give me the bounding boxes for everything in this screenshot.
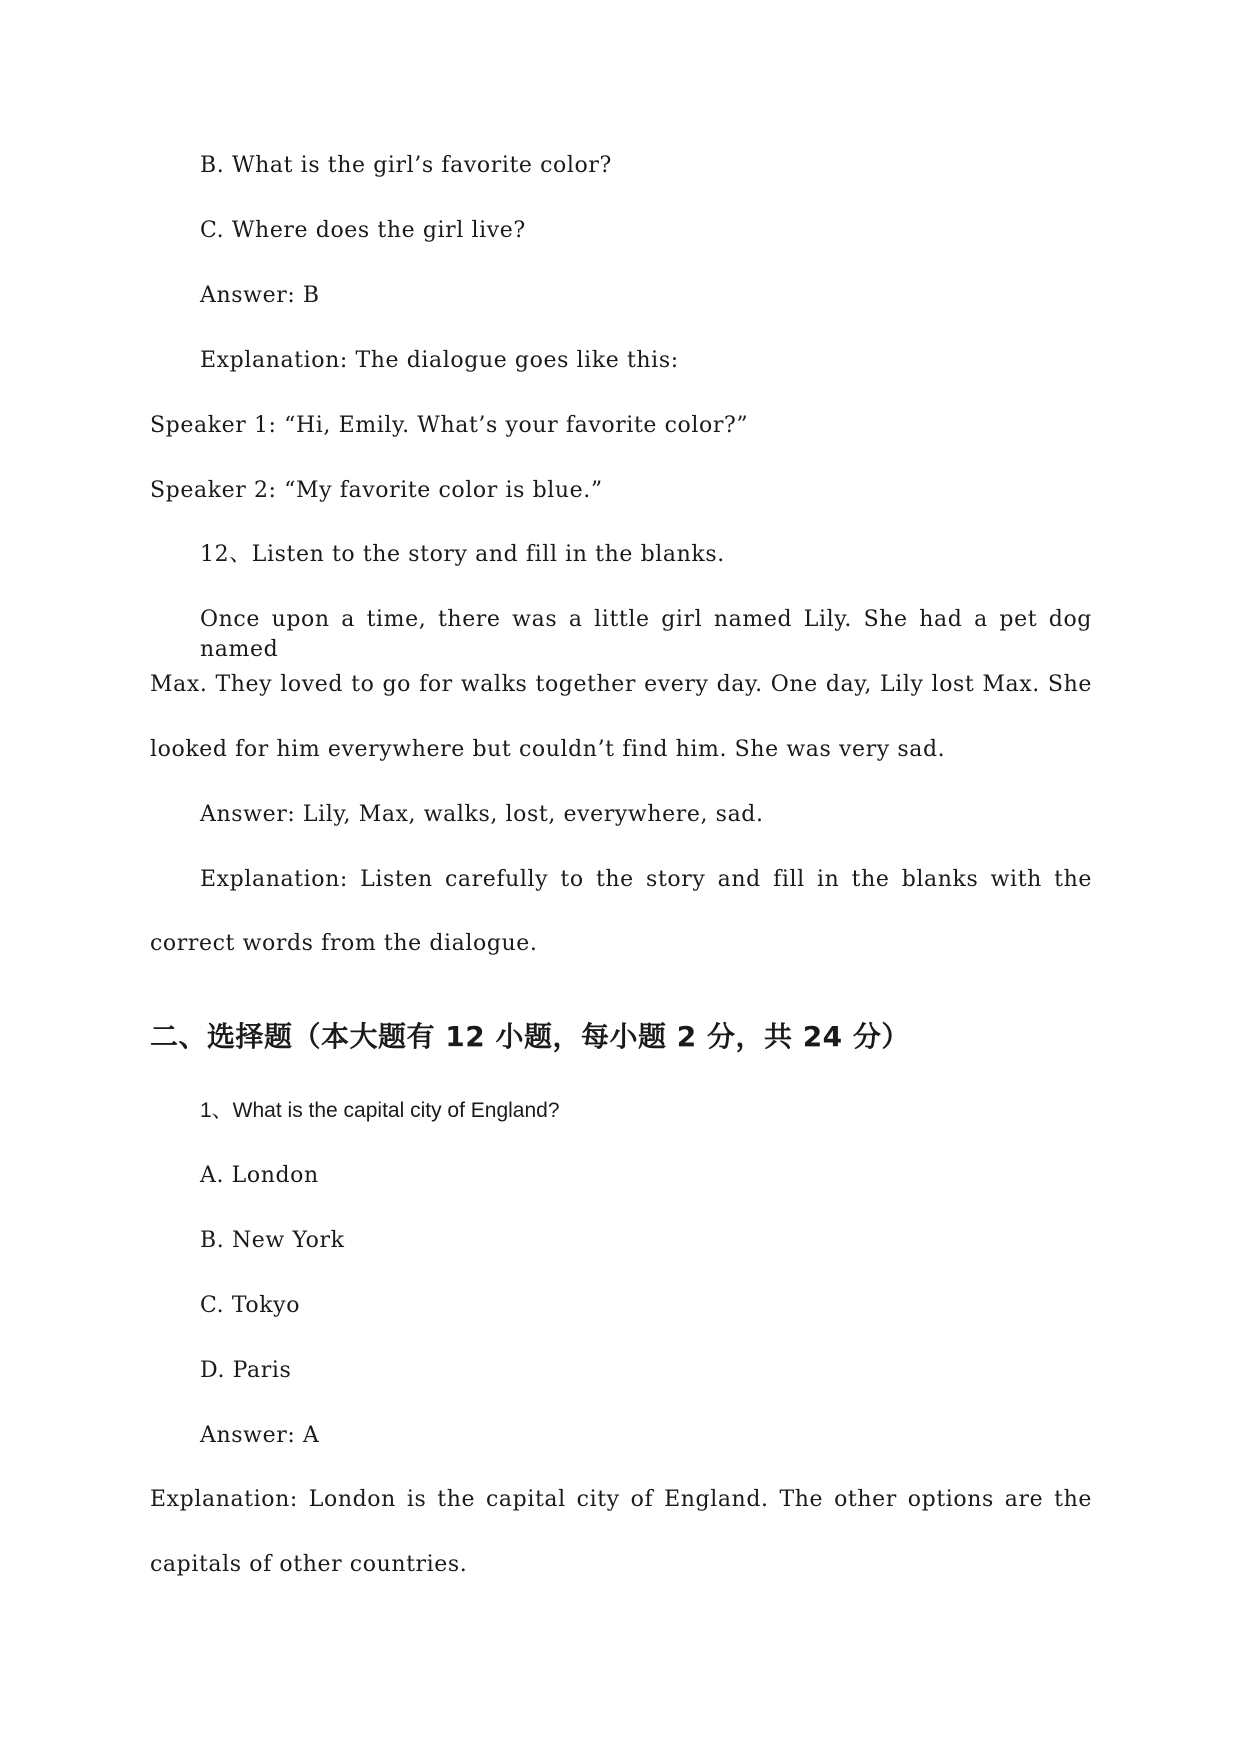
explanation-line-1: Explanation: Listen carefully to the story and fill in the blanks with the — [200, 867, 1092, 892]
question-12-prompt: 12、Listen to the story and fill in the blanks. — [200, 542, 725, 567]
speaker-2-line: Speaker 2: “My favorite color is blue.” — [150, 478, 603, 503]
explanation-text: Explanation: The dialogue goes like this: — [200, 348, 679, 373]
question-1-prompt: 1、What is the capital city of England? — [200, 1099, 560, 1122]
option-a: A. London — [200, 1163, 319, 1188]
option-c: C. Where does the girl live? — [200, 218, 526, 243]
option-c: C. Tokyo — [200, 1293, 301, 1318]
option-d: D. Paris — [200, 1358, 292, 1383]
explanation-line-2: correct words from the dialogue. — [150, 931, 538, 956]
option-b: B. What is the girl’s favorite color? — [200, 153, 612, 178]
explanation-line-1: Explanation: London is the capital city of England. The other options are the — [150, 1487, 1092, 1512]
section-heading: 二、选择题（本大题有 12 小题，每小题 2 分，共 24 分） — [150, 1020, 910, 1053]
story-line-1: Once upon a time, there was a little girl named Lily. She had a pet dog named — [200, 607, 1092, 662]
speaker-1-line: Speaker 1: “Hi, Emily. What’s your favorite color?” — [150, 413, 749, 438]
story-line-2: Max. They loved to go for walks together every day. One day, Lily lost Max. She — [150, 672, 1092, 697]
answer-text: Answer: Lily, Max, walks, lost, everywhere, sad. — [200, 802, 764, 827]
explanation-line-2: capitals of other countries. — [150, 1552, 468, 1577]
story-line-3: looked for him everywhere but couldn’t find him. She was very sad. — [150, 737, 946, 762]
answer-text: Answer: A — [200, 1423, 320, 1448]
answer-text: Answer: B — [200, 283, 320, 308]
option-b: B. New York — [200, 1228, 345, 1253]
